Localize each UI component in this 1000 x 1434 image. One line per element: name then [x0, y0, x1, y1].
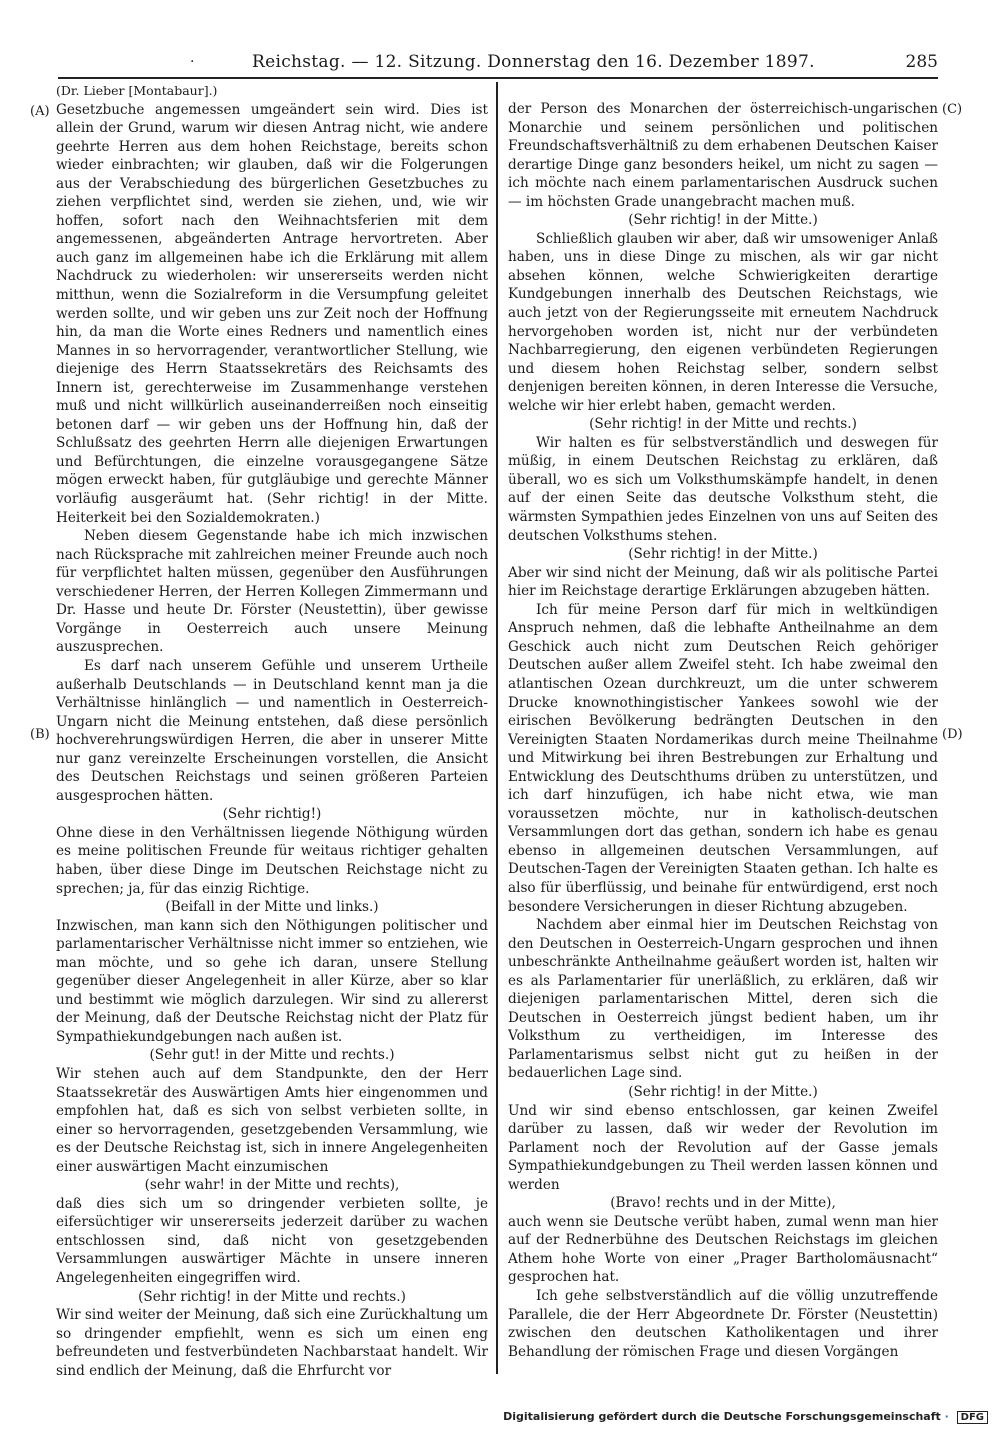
paragraph: Wir halten es für selbstverständlich und deswegen für müßig, in einem Deutschen Reichstag zu erklären, daß überall, wo es sich um Volksthumskämpfe handelt, in denen auf der einen Seite das deutsche Volksthum steht, die wärmsten Sympathien jedes Einzelnen von uns auf Seiten des deutschen Volksthums stehen. [508, 434, 938, 544]
paragraph: der Person des Monarchen der österreichisch-ungarischen Monarchie und seinem persönlichen und politischen Freundschaftsverhältniß zu dem erhabenen Deutschen Kaiser derartige Dinge ganz besonders heikel, um nicht zu sagen — ich möchte nach einem parlamentarischen Ausdruck suchen — im höchsten Grade unangebracht machen muß. [508, 101, 938, 210]
paragraph: Ich gehe selbstverständlich auf die völlig unzutreffende Parallele, die der Herr Abgeordnete Dr. Förster (Neustettin) zwischen den deutschen Katholikentagen und ihrer Behandlung der römischen Frage und diesen Vorgängen [508, 1288, 938, 1360]
interjection: (Sehr richtig! in der Mitte.) [628, 1083, 818, 1100]
paragraph: Neben diesem Gegenstande habe ich mich inzwischen nach Rücksprache mit zahlreichen meiner Freunde auch noch für verpflichtet halten müssen, gegenüber den Ausführungen verschiedener Herren, der Herren Kollegen Zimmermann und Dr. Hasse und heute Dr. Förster (Neustettin), über gewisse Vorgänge in Oesterreich auch unsere Meinung auszusprechen. [56, 528, 488, 656]
interjection: (Sehr richtig!) [222, 806, 322, 823]
paragraph: Wir sind weiter der Meinung, daß sich eine Zurückhaltung um so dringender empfiehlt, wenn es sich um einen eng befreundeten und festverbündeten Nachbarstaat handelt. Wir sind endlich der Meinung, daß die Ehrfurcht vor [56, 1307, 488, 1379]
speaker-label: (Dr. Lieber [Montabaur].) [56, 83, 218, 98]
margin-letter-c: (C) [942, 102, 963, 117]
credit-separator: · [944, 1410, 949, 1423]
interjection: (Bravo! rechts und in der Mitte), [610, 1195, 836, 1212]
paragraph: Ich für meine Person darf für mich in weltkündigen Anspruch nehmen, daß die lebhafte Antheilnahme an dem Geschick auch nicht zum Deutschen Reich gehöriger Deutschen außer allem Zweifel steht. Ich habe zweimal den atlantischen Ozean durchkreuzt, um die unter schwerem Drucke knownothingistischer Yankees sowohl wie der eirischen Bevölkerung bedrängten Deutschen in den Vereinigten Staaten Nordamerikas durch meine Theilnahme und Mitwirkung bei ihren Bestrebungen zur Erhaltung und Entwicklung des Deutschthums drüben zu unterstützen, und ich darf hinzufügen, ich habe nicht etwa, wie man voraussetzen möchte, nur in katholisch-deutschen Versammlungen dort das gethan, sondern ich habe es genau ebenso in allgemeinen deutschen Versammlungen, auf Deutschen-Tagen der Vereinigten Staaten gethan. Ich halte es also für überflüssig, und beinahe für entwürdigend, erst noch besondere Versicherungen in dieser Richtung abzugeben. [508, 601, 938, 915]
interjection: (sehr wahr! in der Mitte und rechts), [144, 1177, 400, 1194]
left-column [56, 82, 488, 1382]
paragraph: Inzwischen, man kann sich den Nöthigungen politischer und parlamentarischer Verhältnisse nicht immer so entziehen, wie man möchte, und so gehe ich daran, unsere Stellung gegenüber dieser Angelegenheit in aller Kürze, aber so klar und bestimmt wie möglich darzulegen. Wir sind zu allererst der Meinung, daß der Deutsche Reichstag nicht der Platz für Sympathiekundgebungen nach außen ist. [56, 917, 488, 1045]
header-dot: · [190, 54, 195, 70]
interjection: (Sehr gut! in der Mitte und rechts.) [149, 1047, 395, 1064]
margin-letter-b: (B) [30, 727, 50, 742]
paragraph: Schließlich glauben wir aber, daß wir umsoweniger Anlaß haben, uns in diese Dinge zu mischen, als wir gar nicht absehen können, welche Schwierigkeiten derartige Kundgebungen innerhalb des Deutschen Reichstags, wie auch jetzt von der Regierungsseite mit erneutem Nachdruck hervorgehoben worden ist, nicht nur der verbündeten Nachbarregierung, den eigenen verbündeten Regierungen und diesem hohen Reichstag selber, sondern selbst denjenigen bereiten können, in deren Interesse die Versuche, welche wir hier erlebt haben, gemacht werden. [508, 230, 938, 414]
column-divider [496, 82, 498, 1374]
paragraph: daß dies sich um so dringender verbieten sollte, je eifersüchtiger wir unsererseits jederzeit darüber zu wachen entschlossen sind, daß nicht von gesetzgebenden Versammlungen auswärtiger Mächte in unsere inneren Angelegenheiten eingegriffen wird. [56, 1195, 488, 1286]
paragraph: Und wir sind ebenso entschlossen, gar keinen Zweifel darüber zu lassen, daß wir weder der Revolution im Parlament noch der Revolution auf der Gasse jemals Sympathiekundgebungen zu Theil werden lassen können und werden [508, 1102, 938, 1193]
paragraph: Es darf nach unserem Gefühle und unserem Urtheile außerhalb Deutschlands — in Deutschland kennt man ja die Verhältnisse hinlänglich — und namentlich in Oesterreich-Ungarn nicht die Meinung entstehen, daß diese persönlich hochverehrungswürdigen Herren, die aber in unserer Mitte nur ganz vereinzelte Erscheinungen vorstellen, die Ansicht des Deutschen Reichstags und seinen größeren Parteien ausgesprochen hätten. [56, 657, 488, 804]
margin-letter-d: (D) [942, 727, 963, 742]
interjection: (Beifall in der Mitte und links.) [165, 899, 379, 916]
dfg-logo: DFG [957, 1411, 988, 1424]
margin-letter-a: (A) [30, 104, 50, 119]
page-number: 285 [905, 52, 938, 72]
paragraph: Nachdem aber einmal hier im Deutschen Reichstag von den Deutschen in Oesterreich-Ungarn gesprochen und ihnen unbeschränkte Antheilnahme geäußert worden ist, halten wir es als Parlamentarier für unerläßlich, zu erklären, daß wir diejenigen parlamentarischen Mittel, deren sich die Deutschen in Oesterreich jüngst bedient haben, um ihr Volksthum zu vertheidigen, im Interesse des Parlamentarismus selbst nicht gut zu heißen in der bedauerlichen Lage sind. [508, 917, 938, 1082]
interjection: (Sehr richtig! in der Mitte.) [628, 546, 818, 563]
header-rule [58, 77, 938, 79]
running-title: Reichstag. — 12. Sitzung. Donnerstag den 16. Dezember 1897. [252, 52, 815, 72]
interjection: (Sehr richtig! in der Mitte und rechts.) [589, 416, 857, 433]
credit-text: Digitalisierung gefördert durch die Deutsche Forschungsgemeinschaft [503, 1410, 941, 1423]
page-header [0, 52, 1000, 78]
paragraph: Gesetzbuche angemessen umgeändert sein wird. Dies ist allein der Grund, warum wir diesen Antrag nicht, wie andere geehrte Herren aus dem hohen Reichstage, bereits schon wieder einbrachten; wir glauben, daß wir die Folgerungen aus der Verabschiedung des bürgerlichen Gesetzbuches zu ziehen verpflichtet sind, werden sie ziehen, und, wie wir hoffen, sofort nach den Weihnachtsferien mit dem angemessenen, abgeänderten Antrage hervortreten. Aber auch ganz im allgemeinen habe ich die Erklärung mit allem Nachdruck zu wiederholen: wir unsererseits werden nicht mitthun, wenn die Sozialreform in die Versumpfung geleitet werden sollte, und wir geben uns zur Zeit noch der Hoffnung hin, da man die Worte eines Redners und namentlich eines Mannes in so hervorragender, verantwortlicher Stellung, wie diejenige des Herrn Staatssekretärs des Reichsamts des Innern ist, gerechterweise im Zusammenhange verstehen muß und nicht willkürlich auseinanderreißen noch einseitig betonen darf — wir geben uns der Hoffnung hin, daß der Schlußsatz des geehrten Herrn alle diejenigen Erwartungen und Befürchtungen, die einzelne vorausgegangene Sätze mögen erweckt haben, für gutgläubige und gerechte Männer vorläufig ausgeräumt hat. (Sehr richtig! in der Mitte. Heiterkeit bei den Sozialdemokraten.) [56, 101, 488, 526]
interjection: (Sehr richtig! in der Mitte und rechts.) [138, 1288, 406, 1305]
paragraph: Aber wir sind nicht der Meinung, daß wir als politische Partei hier im Reichstage derartige Erklärungen abzugeben hätten. [508, 564, 938, 600]
interjection: (Sehr richtig! in der Mitte.) [628, 212, 818, 229]
paragraph: Wir stehen auch auf dem Standpunkte, den der Herr Staatssekretär des Auswärtigen Amts hier eingenommen und empfohlen hat, daß es sich von selbst verbieten sollte, in einer so hervorragenden, gesetzgebenden Versammlung, wie es der Deutsche Reichstag ist, sich in innere Angelegenheiten einer auswärtigen Macht einzumischen [56, 1065, 488, 1175]
digitization-credit [503, 1410, 988, 1424]
right-column [508, 100, 938, 1400]
paragraph: auch wenn sie Deutsche verübt haben, zumal wenn man hier auf der Rednerbühne des Deutschen Reichstags im gleichen Athem hohe Worte von einer „Prager Bartholomäusnacht“ gesprochen hat. [508, 1213, 938, 1286]
paragraph: Ohne diese in den Verhältnissen liegende Nöthigung würden es meine politischen Freunde für weitaus richtiger gehalten haben, über diese Dinge im Deutschen Reichstage nicht zu sprechen; ja, für das einzig Richtige. [56, 824, 488, 897]
